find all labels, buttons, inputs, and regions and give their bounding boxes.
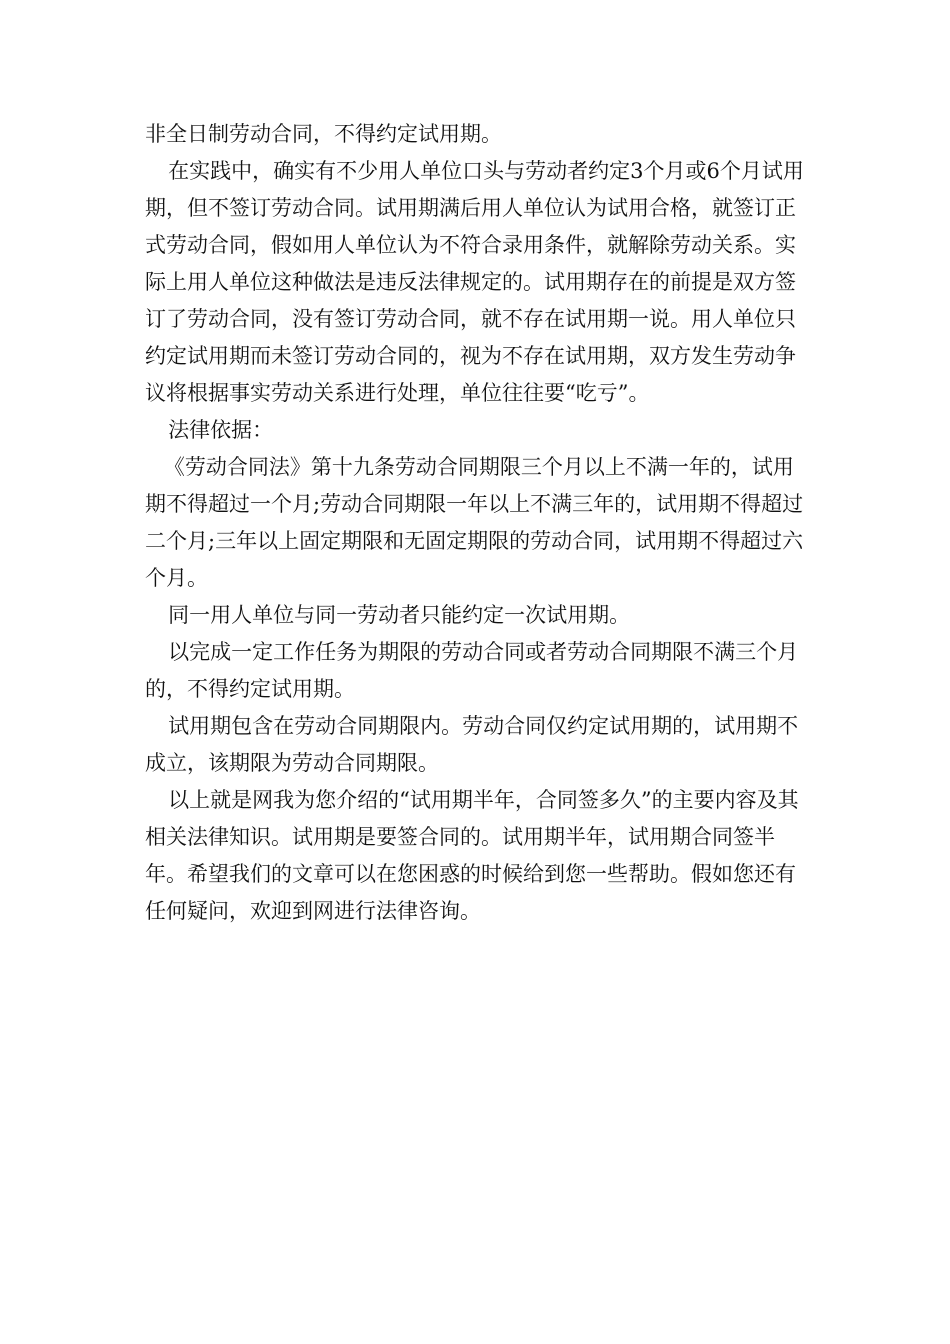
document-body (145, 116, 807, 930)
paragraph-nonfulltime: 非全日制劳动合同，不得约定试用期。 (145, 122, 502, 146)
paragraph-once-only: 同一用人单位与同一劳动者只能约定一次试用期。 (168, 603, 631, 627)
paragraph-conclusion: 以上就是网我为您介绍的“试用期半年，合同签多久”的主要内容及其相关法律知识。试用期是要签合同的。试用期半年，试用期合同签半年。希望我们的文章可以在您困惑的时候给到您一些帮助。假如您还有任何疑问，欢迎到网进行法律咨询。 (145, 788, 799, 923)
paragraph-included: 试用期包含在劳动合同期限内。劳动合同仅约定试用期的，试用期不成立，该期限为劳动合同期限。 (145, 714, 799, 775)
paragraph-article-19: 《劳动合同法》第十九条劳动合同期限三个月以上不满一年的，试用期不得超过一个月;劳动合同期限一年以上不满三年的，试用期不得超过二个月;三年以上固定期限和无固定期限的劳动合同，试用期不得超过六个月。 (145, 455, 804, 590)
paragraph-legal-basis-heading: 法律依据： (168, 418, 274, 442)
paragraph-task-based: 以完成一定工作任务为期限的劳动合同或者劳动合同期限不满三个月的，不得约定试用期。 (145, 640, 799, 701)
paragraph-practice: 在实践中，确实有不少用人单位口头与劳动者约定3个月或6个月试用期，但不签订劳动合同。试用期满后用人单位认为试用合格，就签订正式劳动合同，假如用人单位认为不符合录用条件，就解除劳动关系。实际上用人单位这种做法是违反法律规定的。试用期存在的前提是双方签订了劳动合同，没有签订劳动合同，就不存在试用期一说。用人单位只约定试用期而未签订劳动合同的，视为不存在试用期，双方发生劳动争议将根据事实劳动关系进行处理，单位往往要“吃亏”。 (145, 159, 804, 405)
